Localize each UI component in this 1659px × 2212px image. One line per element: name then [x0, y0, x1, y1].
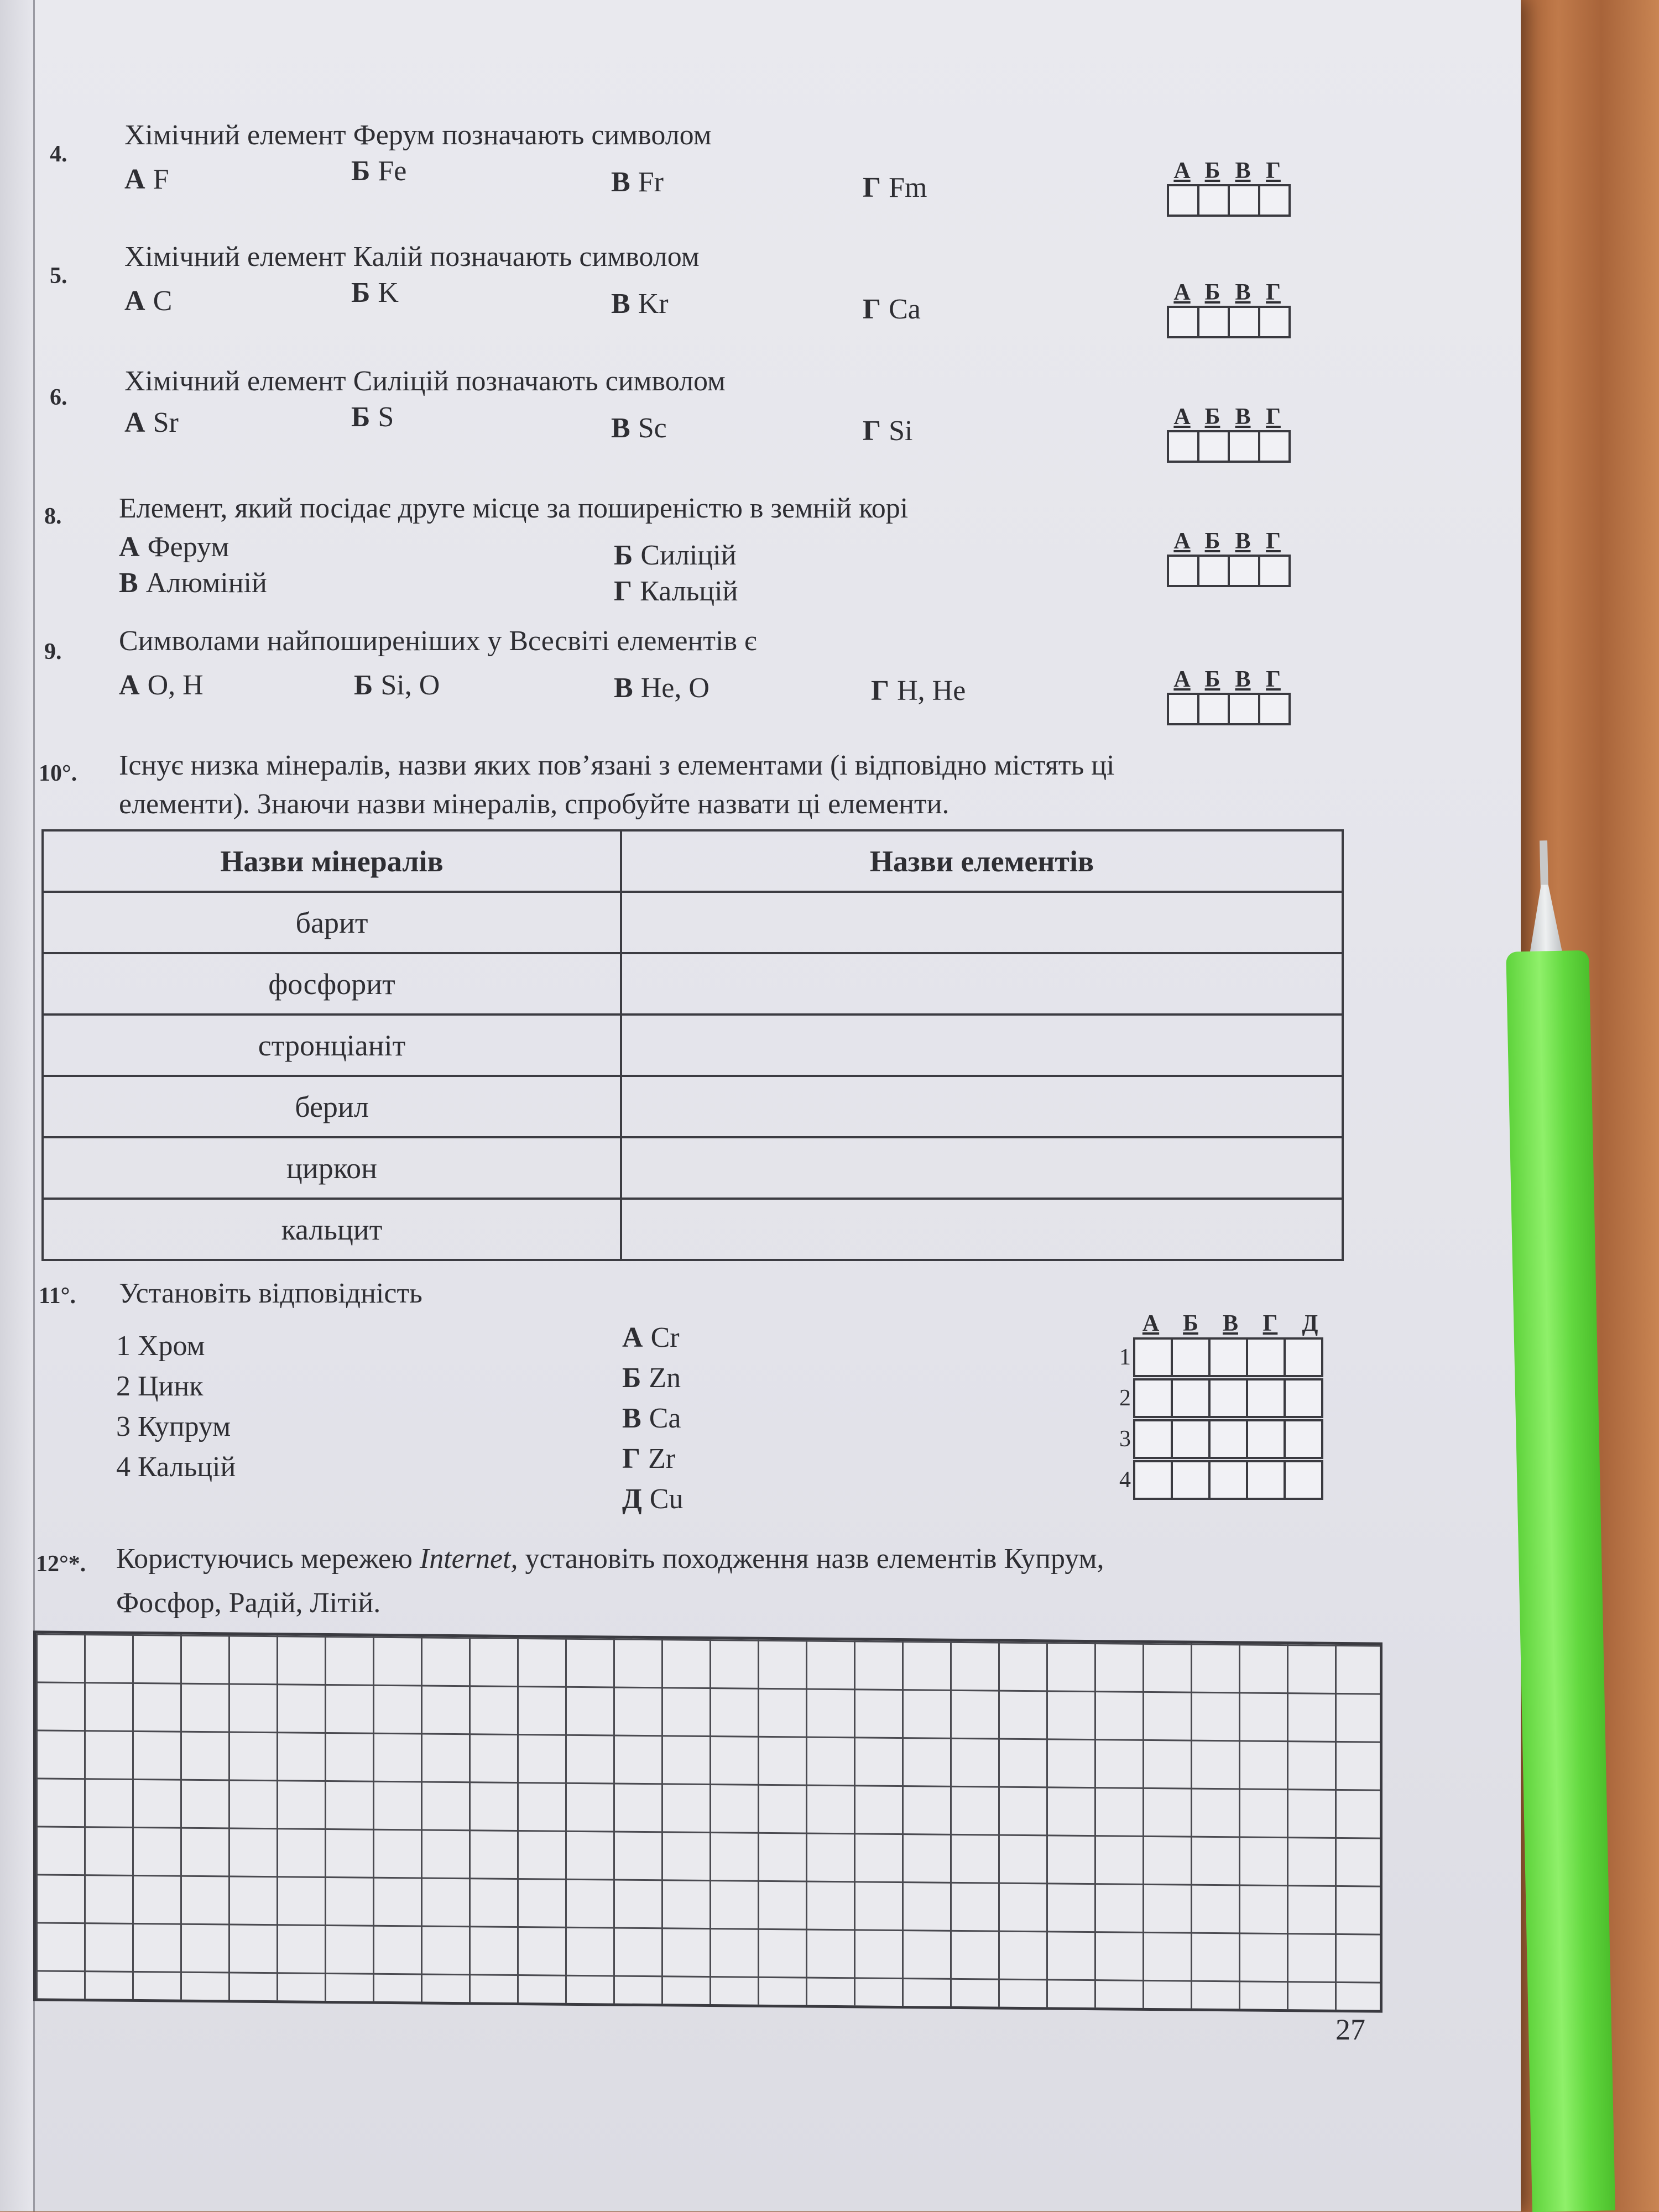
answer-box[interactable] [1133, 1460, 1173, 1500]
option-d: Г Ca [863, 294, 921, 325]
grid-row-number: 2 [1119, 1385, 1131, 1411]
answer-letter: В [1235, 280, 1251, 305]
grid-letter: Б [1183, 1311, 1198, 1336]
answer-box[interactable] [1208, 1419, 1248, 1459]
answer-box[interactable] [1208, 1378, 1248, 1418]
grid-letter: Д [1302, 1311, 1318, 1336]
match-right-item: В Ca [622, 1403, 681, 1434]
question-number: 9. [44, 639, 62, 665]
table-row [43, 1137, 1343, 1199]
matching-answer-grid [1106, 1310, 1330, 1500]
mineral-name: кальцит [43, 1199, 621, 1260]
answer-letter: Б [1204, 667, 1220, 692]
option-b: Б Fe [351, 155, 407, 187]
answer-box[interactable] [1284, 1378, 1323, 1418]
column-header-minerals: Назви мінералів [43, 830, 621, 892]
option-b: Б Силіцій [614, 540, 737, 571]
option-a: А F [124, 164, 169, 195]
answer-box[interactable] [1228, 184, 1260, 217]
answer-box[interactable] [1197, 693, 1230, 725]
answer-box[interactable] [1246, 1337, 1286, 1377]
option-c: В Kr [611, 288, 669, 320]
question-text: Символами найпоширеніших у Всесвіті елементів є [119, 625, 757, 657]
answer-box[interactable] [1167, 430, 1199, 463]
answer-box[interactable] [1246, 1378, 1286, 1418]
grid-row-number: 3 [1119, 1426, 1131, 1452]
element-answer-cell[interactable] [621, 1199, 1343, 1260]
mineral-name: берил [43, 1076, 621, 1137]
question-number: 5. [50, 263, 67, 289]
answer-grid [1167, 279, 1288, 338]
answer-letter: Б [1204, 280, 1220, 305]
table-row [43, 1076, 1343, 1137]
answer-box[interactable] [1167, 555, 1199, 587]
match-left-item: 1 Хром [116, 1330, 205, 1362]
table-row [43, 1199, 1343, 1260]
question-number: 11°. [39, 1283, 76, 1309]
option-d: Г Кальцій [614, 576, 738, 607]
answer-box[interactable] [1228, 555, 1260, 587]
answer-box[interactable] [1228, 693, 1260, 725]
question-text: Хімічний елемент Силіцій позначають символом [124, 365, 726, 397]
answer-box[interactable] [1246, 1419, 1286, 1459]
answer-box[interactable] [1197, 430, 1230, 463]
answer-box[interactable] [1197, 184, 1230, 217]
answer-box[interactable] [1228, 306, 1260, 338]
option-c: В Sc [611, 412, 667, 444]
answer-letter: Б [1204, 529, 1220, 554]
option-b: Б Si, O [354, 670, 440, 701]
column-header-elements: Назви елементів [621, 830, 1343, 892]
element-answer-cell[interactable] [621, 953, 1343, 1015]
answer-letter: Б [1204, 158, 1220, 184]
page-number: 27 [1335, 2013, 1365, 2046]
question-text: Установіть відповідність [119, 1278, 422, 1309]
match-right-item: Б Zn [622, 1362, 681, 1394]
answer-box[interactable] [1284, 1460, 1323, 1500]
answer-grid-paper[interactable] [33, 1630, 1383, 2012]
question-text: Хімічний елемент Ферум позначають символом [124, 119, 712, 151]
element-answer-cell[interactable] [621, 1137, 1343, 1199]
grid-row [1106, 1378, 1330, 1419]
answer-box[interactable] [1258, 555, 1291, 587]
match-right-item: Г Zr [622, 1443, 676, 1474]
answer-box[interactable] [1258, 693, 1291, 725]
question-text-line2: Фосфор, Радій, Літій. [116, 1587, 381, 1619]
element-answer-cell[interactable] [621, 1076, 1343, 1137]
answer-letter: Г [1266, 529, 1281, 554]
answer-letter: Г [1266, 280, 1281, 305]
minerals-table [41, 829, 1344, 1261]
grid-row-number: 4 [1119, 1467, 1131, 1493]
option-b: Б S [351, 401, 394, 433]
answer-letter: В [1235, 158, 1251, 184]
question-number: 8. [44, 504, 62, 529]
answer-box[interactable] [1258, 430, 1291, 463]
answer-grid [1167, 666, 1288, 725]
match-left-item: 2 Цинк [116, 1371, 204, 1402]
table-row [43, 892, 1343, 953]
answer-letter: Б [1204, 404, 1220, 430]
grid-letter: А [1142, 1311, 1160, 1336]
answer-box[interactable] [1258, 306, 1291, 338]
element-answer-cell[interactable] [621, 892, 1343, 953]
answer-letter: Г [1266, 667, 1281, 692]
option-a: А Sr [124, 407, 179, 438]
answer-letter: А [1173, 280, 1191, 305]
mineral-name: барит [43, 892, 621, 953]
option-a: А C [124, 285, 173, 317]
question-text-line1: Користуючись мережею Internet, установіть походження назв елементів Купрум, [116, 1543, 1104, 1575]
option-c: В Fr [611, 166, 664, 198]
table-header-row [43, 830, 1343, 892]
question-number: 12°*. [36, 1551, 86, 1577]
question-text: Хімічний елемент Калій позначають символом [124, 241, 700, 273]
answer-letter: Г [1266, 158, 1281, 184]
option-d: Г Si [863, 415, 913, 447]
answer-box[interactable] [1167, 693, 1199, 725]
answer-box[interactable] [1133, 1378, 1173, 1418]
answer-letter: А [1173, 667, 1191, 692]
question-text: Елемент, який посідає друге місце за поширеністю в земній корі [119, 493, 909, 524]
answer-box[interactable] [1133, 1337, 1173, 1377]
answer-letter: А [1173, 404, 1191, 430]
match-left-item: 3 Купрум [116, 1411, 231, 1442]
answer-letter: В [1235, 529, 1251, 554]
answer-box[interactable] [1171, 1419, 1211, 1459]
question-text-line2: елементи). Знаючи назви мінералів, спробуйте назвати ці елементи. [119, 788, 950, 820]
grid-row [1106, 1419, 1330, 1460]
option-c: В Алюміній [119, 567, 267, 599]
page-binding-edge [0, 0, 35, 2211]
answer-box[interactable] [1208, 1460, 1248, 1500]
grid-letter: Г [1262, 1311, 1278, 1336]
answer-grid [1167, 528, 1288, 587]
answer-box[interactable] [1197, 306, 1230, 338]
table-row [43, 953, 1343, 1015]
element-answer-cell[interactable] [621, 1015, 1343, 1076]
answer-grid [1167, 404, 1288, 463]
answer-letter: А [1173, 158, 1191, 184]
option-c: В He, O [614, 672, 709, 704]
answer-grid [1167, 158, 1288, 217]
question-number: 4. [50, 142, 67, 167]
answer-box[interactable] [1167, 306, 1199, 338]
option-a: А Ферум [119, 531, 229, 563]
answer-box[interactable] [1258, 184, 1291, 217]
table-row [43, 1015, 1343, 1076]
grid-row [1106, 1337, 1330, 1378]
answer-box[interactable] [1284, 1337, 1323, 1377]
answer-box[interactable] [1228, 430, 1260, 463]
option-a: А O, H [119, 670, 204, 701]
grid-letter: В [1222, 1311, 1238, 1336]
grid-row-number: 1 [1119, 1345, 1131, 1370]
mineral-name: стронціаніт [43, 1015, 621, 1076]
answer-box[interactable] [1133, 1419, 1173, 1459]
question-number: 6. [50, 385, 67, 410]
mineral-name: циркон [43, 1137, 621, 1199]
question-number: 10°. [39, 761, 77, 786]
answer-box[interactable] [1197, 555, 1230, 587]
mineral-name: фосфорит [43, 953, 621, 1015]
answer-box[interactable] [1246, 1460, 1286, 1500]
answer-letter: В [1235, 667, 1251, 692]
match-right-item: Д Cu [622, 1483, 684, 1515]
question-text-line1: Існує низка мінералів, назви яких пов’язані з елементами (і відповідно містять ці [119, 750, 1115, 781]
answer-letter: А [1173, 529, 1191, 554]
answer-box[interactable] [1171, 1460, 1211, 1500]
answer-box[interactable] [1167, 184, 1199, 217]
answer-box[interactable] [1284, 1419, 1323, 1459]
match-left-item: 4 Кальцій [116, 1451, 236, 1483]
grid-row [1106, 1460, 1330, 1500]
answer-box[interactable] [1171, 1378, 1211, 1418]
answer-box[interactable] [1208, 1337, 1248, 1377]
answer-letter: Г [1266, 404, 1281, 430]
match-right-item: А Cr [622, 1322, 680, 1353]
pen-tip [1540, 840, 1548, 890]
option-b: Б K [351, 277, 399, 308]
option-d: Г Fm [863, 172, 927, 203]
answer-letter: В [1235, 404, 1251, 430]
option-d: Г H, He [871, 675, 966, 707]
answer-box[interactable] [1171, 1337, 1211, 1377]
